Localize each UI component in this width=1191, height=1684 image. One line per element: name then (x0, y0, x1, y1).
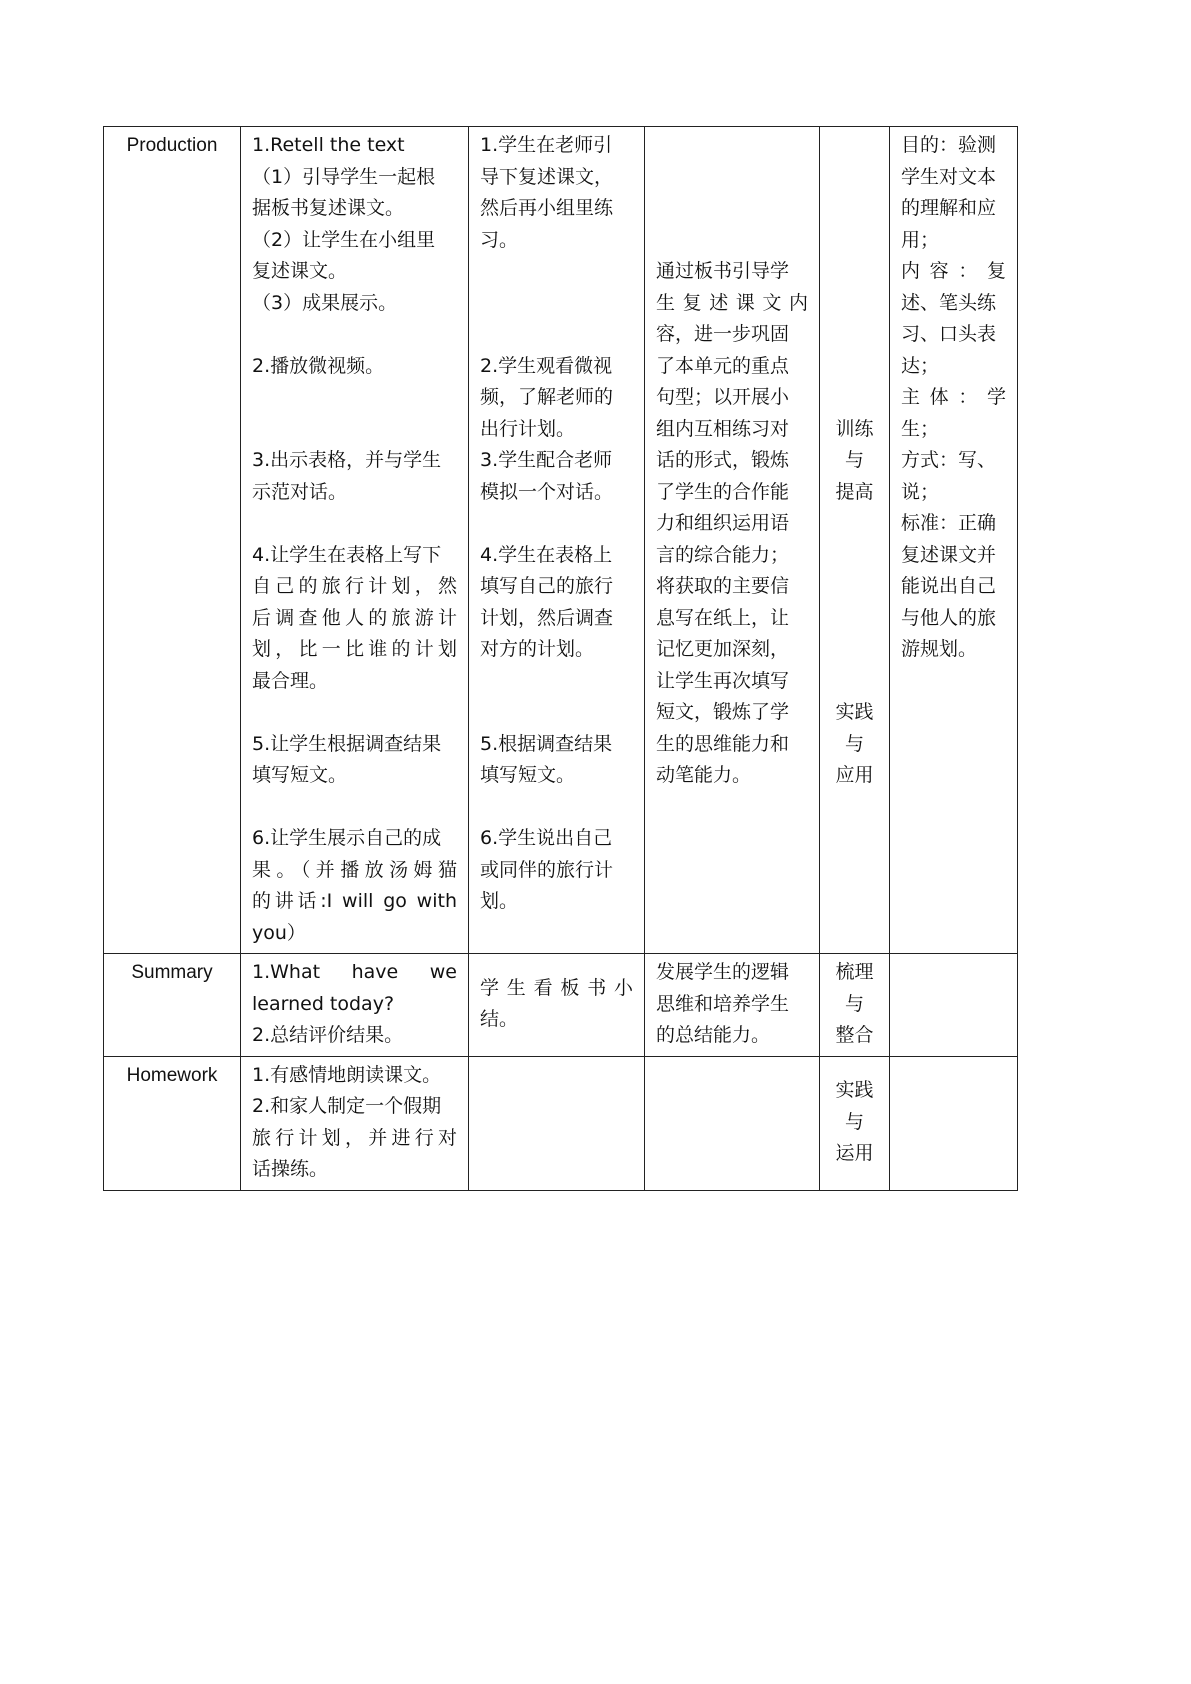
teacher-line: 2.播放微视频。 (252, 354, 385, 377)
stage-label-homework: Homework (126, 1064, 218, 1086)
assessment-line: 学生对文本 (901, 165, 997, 188)
teacher-line: 1.有感情地朗读课文。 (252, 1063, 442, 1086)
purpose-line: 短文，锻炼了学 (656, 701, 790, 723)
purpose-line: 句型；以开展小 (656, 386, 790, 408)
teacher-line: 划，比一比谁的计划 (252, 638, 457, 660)
purpose-line: 组内互相练习对 (656, 417, 790, 440)
purpose-line: 通过板书引导学 (656, 260, 790, 282)
lesson-plan-table (103, 126, 1018, 1191)
assessment-line: 游规划。 (901, 638, 978, 660)
level-line: 实践 (835, 701, 874, 723)
teacher-line: 1.What have we (252, 961, 457, 983)
teacher-line: 旅行计划，并进行对 (252, 1126, 457, 1149)
assessment-line: 复述课文并 (901, 543, 997, 566)
purpose-line: 容，进一步巩固 (656, 323, 790, 345)
student-line: 模拟一个对话。 (480, 480, 614, 503)
student-line: 结。 (480, 1008, 519, 1031)
teacher-line: 1.Retell the text (252, 134, 405, 156)
teacher-line: 最合理。 (252, 669, 329, 692)
assessment-line: 生； (901, 417, 940, 440)
purpose-line: 话的形式，锻炼 (656, 449, 790, 471)
teacher-line: 2.总结评价结果。 (252, 1024, 404, 1046)
assessment-line: 说； (901, 480, 940, 503)
purpose-line: 动笔能力。 (656, 764, 752, 786)
student-line: 4.学生在表格上 (480, 543, 613, 566)
assessment-line: 主体：学 (901, 386, 1006, 408)
design-purpose-cell-homework (645, 1056, 820, 1190)
student-activity-cell-homework (469, 1056, 645, 1190)
teacher-line: 2.和家人制定一个假期 (252, 1095, 442, 1117)
stage-cell-summary (104, 954, 241, 1057)
assessment-line: 标准：正确 (901, 512, 997, 534)
level-cell-homework (820, 1056, 890, 1190)
teacher-line: 复述课文。 (252, 260, 348, 282)
stage-cell-production (104, 127, 241, 954)
student-activity-cell-production (469, 127, 645, 954)
student-line: 然后再小组里练 (480, 197, 614, 219)
level-line: 与 (844, 732, 864, 755)
purpose-line: 将获取的主要信 (656, 575, 790, 597)
table-row-production (104, 127, 1018, 954)
assessment-line: 用； (901, 228, 940, 251)
student-line: 对方的计划。 (480, 638, 595, 660)
assessment-line: 达； (901, 354, 940, 377)
purpose-line: 思维和培养学生 (656, 992, 790, 1015)
teacher-line: 话操练。 (252, 1158, 329, 1180)
purpose-line: 让学生再次填写 (656, 669, 790, 692)
table-row-homework (104, 1056, 1018, 1190)
assessment-line: 的理解和应 (901, 197, 997, 219)
teacher-activity-cell-summary (241, 954, 469, 1057)
student-line: 5.根据调查结果 (480, 732, 613, 755)
teacher-line: 5.让学生根据调查结果 (252, 732, 442, 755)
teacher-line: 自己的旅行计划，然 (252, 575, 457, 597)
assessment-line: 目的：验测 (901, 134, 997, 156)
assessment-cell-production (890, 127, 1018, 954)
purpose-line: 发展学生的逻辑 (656, 961, 790, 983)
assessment-line: 述、笔头练 (901, 291, 997, 314)
purpose-line: 了本单元的重点 (656, 354, 790, 377)
stage-cell-homework (104, 1056, 241, 1190)
teacher-line: 果。（并播放汤姆猫 (252, 858, 457, 881)
purpose-line: 生复述课文内 (656, 291, 808, 314)
teacher-line: 的讲话:I will go with (252, 890, 457, 912)
student-line: 导下复述课文， (480, 165, 614, 188)
level-cell-summary (820, 954, 890, 1057)
student-line: 习。 (480, 228, 519, 251)
level-line: 提高 (835, 480, 874, 503)
teacher-line: 示范对话。 (252, 480, 348, 503)
teacher-line: learned today? (252, 992, 395, 1015)
level-line: 整合 (835, 1024, 874, 1046)
level-line: 与 (844, 449, 864, 471)
student-line: 填写自己的旅行 (480, 575, 614, 597)
purpose-line: 息写在纸上，让 (656, 606, 790, 629)
assessment-cell-summary (890, 954, 1018, 1057)
student-line: 1.学生在老师引 (480, 134, 613, 156)
teacher-line: （3）成果展示。 (252, 291, 398, 314)
level-line: 梳理 (835, 961, 874, 983)
teacher-line: 填写短文。 (252, 764, 348, 786)
level-line: 与 (844, 1110, 864, 1133)
teacher-line: （1）引导学生一起根 (252, 165, 436, 188)
assessment-cell-homework (890, 1056, 1018, 1190)
student-line: 学生看板书小 (480, 976, 633, 999)
teacher-activity-cell-homework (241, 1056, 469, 1190)
student-line: 3.学生配合老师 (480, 449, 613, 471)
level-line: 应用 (835, 764, 874, 786)
teacher-activity-cell-production (241, 127, 469, 954)
assessment-line: 能说出自己 (901, 575, 997, 597)
stage-label-summary: Summary (131, 962, 213, 983)
level-line: 训练 (835, 417, 874, 440)
teacher-line: （2）让学生在小组里 (252, 228, 436, 251)
design-purpose-cell-production (645, 127, 820, 954)
assessment-line: 内容：复 (901, 260, 1006, 282)
assessment-line: 方式：写、 (901, 449, 997, 471)
student-line: 划。 (480, 890, 519, 912)
student-activity-cell-summary (469, 954, 645, 1057)
teacher-line: 后调查他人的旅游计 (252, 606, 457, 629)
teacher-line: 据板书复述课文。 (252, 197, 405, 219)
level-cell-production (820, 127, 890, 954)
purpose-line: 记忆更加深刻， (656, 638, 790, 660)
teacher-line: 6.让学生展示自己的成 (252, 827, 442, 849)
student-line: 频，了解老师的 (480, 386, 614, 408)
level-line: 实践 (835, 1079, 874, 1102)
level-line: 与 (844, 992, 864, 1015)
student-line: 或同伴的旅行计 (480, 858, 614, 881)
teacher-line: you） (252, 921, 306, 944)
student-line: 6.学生说出自己 (480, 827, 613, 849)
student-line: 计划，然后调查 (480, 606, 614, 629)
design-purpose-cell-summary (645, 954, 820, 1057)
purpose-line: 生的思维能力和 (656, 732, 790, 755)
assessment-line: 与他人的旅 (901, 606, 997, 629)
stage-label-production: Production (126, 135, 218, 156)
level-line: 运用 (835, 1142, 874, 1165)
student-line: 出行计划。 (480, 417, 576, 440)
purpose-line: 力和组织运用语 (656, 512, 790, 534)
assessment-line: 习、口头表 (901, 323, 997, 345)
student-line: 2.学生观看微视 (480, 354, 613, 377)
teacher-line: 3.出示表格，并与学生 (252, 449, 442, 471)
purpose-line: 了学生的合作能 (656, 480, 790, 503)
teacher-line: 4.让学生在表格上写下 (252, 543, 442, 566)
table-row-summary (104, 954, 1018, 1057)
purpose-line: 的总结能力。 (656, 1024, 771, 1046)
student-line: 填写短文。 (480, 764, 576, 786)
purpose-line: 言的综合能力； (656, 543, 790, 566)
